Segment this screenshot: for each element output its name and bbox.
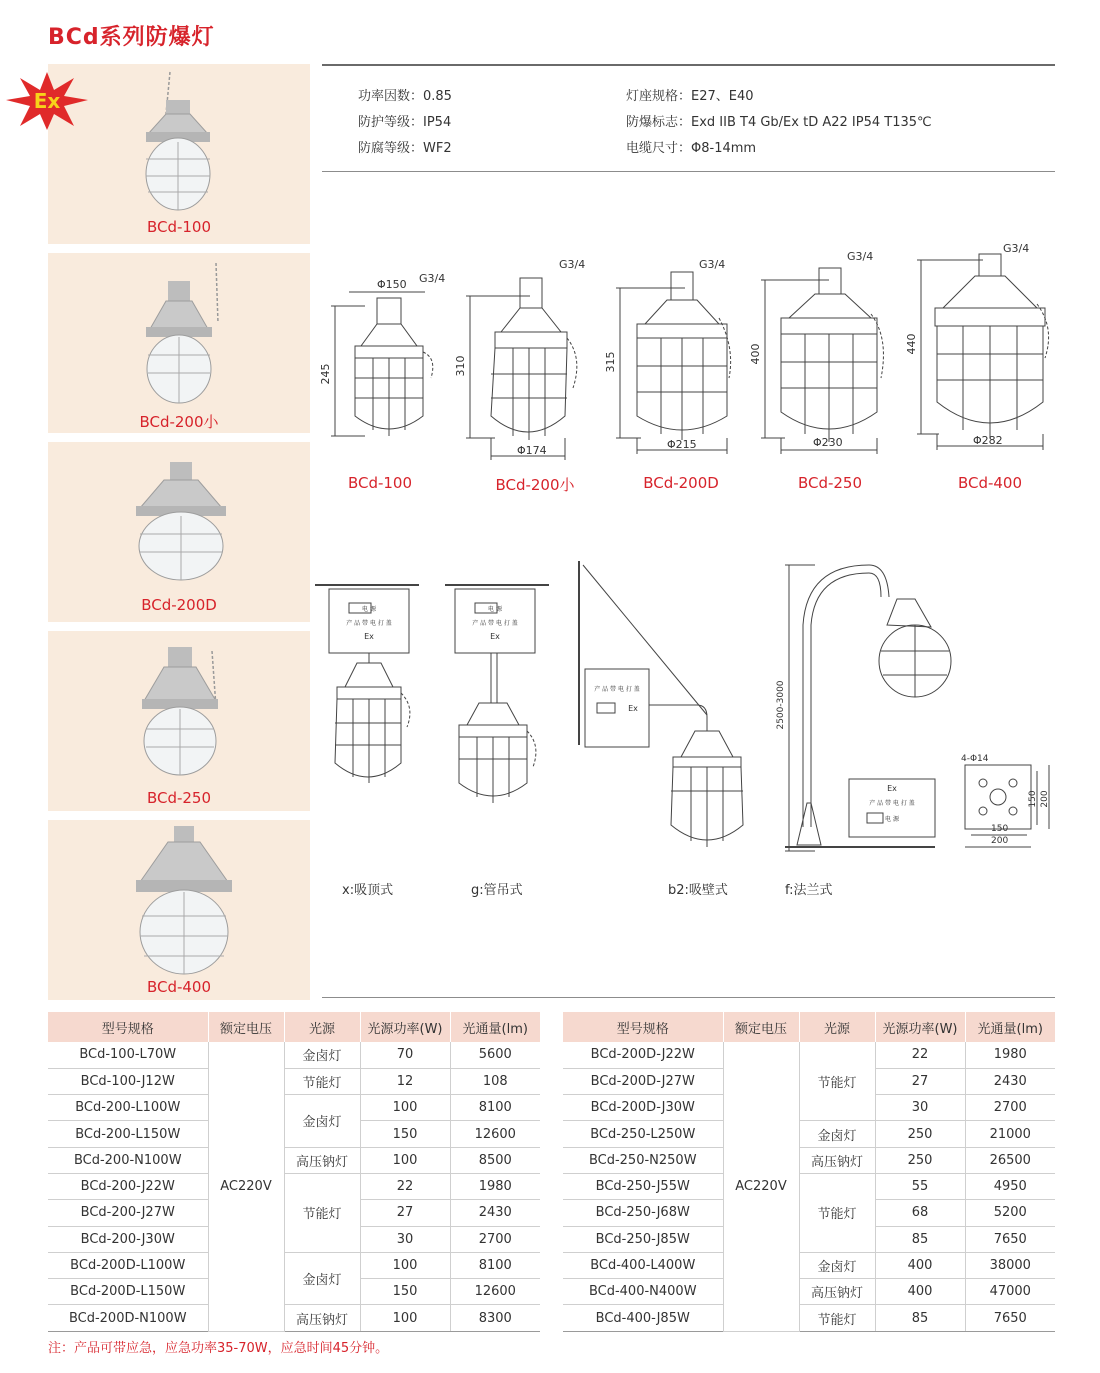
header-flux: 光通量(lm) [965, 1012, 1055, 1042]
product-photo-3 [48, 442, 310, 622]
dim-thread: G3/4 [1003, 242, 1030, 255]
photo-caption: BCd-100 [146, 218, 212, 236]
table-row [48, 1068, 540, 1094]
product-photo-4 [48, 631, 310, 811]
dim-thread: G3/4 [847, 250, 874, 263]
mount-caption: g:管吊式 [471, 883, 523, 898]
photo-caption: BCd-200小 [139, 413, 219, 431]
drawing-caption: BCd-400 [957, 474, 1023, 492]
model-cell: BCd-400-J85W [563, 1305, 723, 1331]
ex-star-icon [4, 70, 90, 132]
model-cell: BCd-250-J68W [563, 1200, 723, 1226]
model-cell: BCd-250-J55W [563, 1173, 723, 1199]
dim-bottom-dia: Φ174 [517, 444, 547, 457]
power-cell: 400 [875, 1279, 965, 1305]
power-cell: 70 [360, 1042, 450, 1068]
mounting-drawings [315, 555, 1060, 865]
model-cell: BCd-200D-J30W [563, 1095, 723, 1121]
power-cell: 68 [875, 1200, 965, 1226]
source-cell: 高压钠灯 [284, 1305, 360, 1331]
source-cell: 金卤灯 [284, 1042, 360, 1068]
power-cell: 150 [360, 1121, 450, 1147]
box-warning-label: 产 品 带 电 打 盖 [594, 686, 640, 693]
box-power-label: 电 源 [885, 816, 899, 823]
product-photo-5 [48, 820, 310, 1000]
lamp-photo-icon [48, 820, 310, 1000]
flux-cell: 12600 [450, 1279, 540, 1305]
flux-cell: 108 [450, 1068, 540, 1094]
source-cell: 高压钠灯 [284, 1147, 360, 1173]
flux-cell: 8300 [450, 1305, 540, 1331]
mount-wall [579, 561, 743, 847]
power-cell: 250 [875, 1121, 965, 1147]
header-flux: 光通量(lm) [450, 1012, 540, 1042]
drawing-caption: BCd-200小 [495, 476, 575, 494]
model-cell: BCd-200D-N100W [48, 1305, 208, 1331]
flux-cell: 26500 [965, 1147, 1055, 1173]
model-cell: BCd-200D-J22W [563, 1042, 723, 1068]
table-row [563, 1279, 1055, 1305]
dim-thread: G3/4 [419, 272, 446, 285]
table-row [563, 1305, 1055, 1331]
model-cell: BCd-200-J22W [48, 1173, 208, 1199]
mount-caption: x:吸顶式 [342, 883, 394, 898]
dim-top-dia: Φ150 [377, 278, 407, 291]
box-warning-label: 产 品 带 电 打 盖 [346, 620, 392, 627]
source-cell: 节能灯 [284, 1173, 360, 1252]
voltage-cell: AC220V [723, 1042, 799, 1331]
dim-bottom-dia: Φ282 [973, 434, 1003, 447]
power-cell: 27 [360, 1200, 450, 1226]
table-row [48, 1042, 540, 1068]
spec-socket: 灯座规格：E27、E40 [626, 89, 754, 104]
spec-table-right [563, 1012, 1055, 1332]
drawing-bcd-400 [917, 254, 1049, 450]
drawing-rule [322, 997, 1055, 998]
header-voltage: 额定电压 [208, 1012, 284, 1042]
footnote: 注：产品可带应急，应急功率35-70W，应急时间45分钟。 [48, 1341, 389, 1356]
flange-outer-label: 200 [991, 836, 1009, 846]
source-cell: 节能灯 [799, 1305, 875, 1331]
ex-badge-text: Ex [33, 89, 61, 113]
power-cell: 27 [875, 1068, 965, 1094]
table-header-row [48, 1012, 540, 1042]
flux-cell: 12600 [450, 1121, 540, 1147]
model-cell: BCd-200-L100W [48, 1095, 208, 1121]
flux-cell: 7650 [965, 1226, 1055, 1252]
photo-caption: BCd-200D [141, 596, 217, 614]
table-row [48, 1095, 540, 1121]
flux-cell: 8100 [450, 1252, 540, 1278]
spec-protection: 防护等级：IP54 [358, 115, 452, 130]
dim-height: 440 [905, 333, 918, 355]
source-cell: 高压钠灯 [799, 1279, 875, 1305]
mount-pendant [445, 585, 549, 803]
source-cell: 金卤灯 [799, 1252, 875, 1278]
model-cell: BCd-400-N400W [563, 1279, 723, 1305]
model-cell: BCd-200-J27W [48, 1200, 208, 1226]
power-cell: 400 [875, 1252, 965, 1278]
pole-height-label: 2500-3000 [776, 680, 786, 730]
header-model: 型号规格 [563, 1012, 723, 1042]
flux-cell: 2430 [450, 1200, 540, 1226]
lamp-photo-icon [48, 253, 310, 433]
flux-cell: 1980 [965, 1042, 1055, 1068]
model-cell: BCd-100-J12W [48, 1068, 208, 1094]
power-cell: 22 [875, 1042, 965, 1068]
box-warning-label: 产 品 带 电 打 盖 [472, 620, 518, 627]
power-cell: 22 [360, 1173, 450, 1199]
drawing-caption: BCd-250 [797, 474, 863, 492]
dim-thread: G3/4 [559, 258, 586, 271]
drawing-bcd-250 [761, 268, 883, 454]
photo-caption: BCd-400 [146, 978, 212, 996]
drawing-bcd-100 [331, 292, 433, 436]
dim-bottom-dia: Φ215 [667, 438, 697, 451]
power-cell: 150 [360, 1279, 450, 1305]
box-ex-label: Ex [364, 632, 374, 641]
model-cell: BCd-200D-L100W [48, 1252, 208, 1278]
source-cell: 金卤灯 [284, 1252, 360, 1305]
flux-cell: 4950 [965, 1173, 1055, 1199]
header-power: 光源功率(W) [360, 1012, 450, 1042]
header-power: 光源功率(W) [875, 1012, 965, 1042]
model-cell: BCd-250-N250W [563, 1147, 723, 1173]
box-power-label: 电 源 [362, 606, 376, 613]
power-cell: 250 [875, 1147, 965, 1173]
mount-flange [785, 565, 1049, 851]
header-source: 光源 [284, 1012, 360, 1042]
flux-cell: 21000 [965, 1121, 1055, 1147]
power-cell: 30 [875, 1095, 965, 1121]
page-title: BCd系列防爆灯 [48, 25, 215, 50]
flux-cell: 2700 [450, 1226, 540, 1252]
flange-holes-label: 4-Φ14 [961, 754, 989, 764]
spec-power-factor: 功率因数：0.85 [358, 89, 452, 104]
box-warning-label: 产 品 带 电 打 盖 [869, 800, 915, 807]
dim-height: 400 [749, 343, 762, 365]
model-cell: BCd-200-N100W [48, 1147, 208, 1173]
spec-cable: 电缆尺寸：Φ8-14mm [626, 141, 757, 156]
model-cell: BCd-200-L150W [48, 1121, 208, 1147]
model-cell: BCd-400-L400W [563, 1252, 723, 1278]
flux-cell: 1980 [450, 1173, 540, 1199]
table-row [48, 1147, 540, 1173]
flange-inner-label: 150 [1028, 790, 1038, 808]
flux-cell: 2430 [965, 1068, 1055, 1094]
source-cell: 金卤灯 [284, 1095, 360, 1148]
lamp-photo-icon [48, 442, 310, 622]
table-row [563, 1147, 1055, 1173]
drawing-caption: BCd-100 [347, 474, 413, 492]
drawing-bcd-200-small [466, 278, 577, 460]
model-cell: BCd-200D-L150W [48, 1279, 208, 1305]
flange-inner-label: 150 [991, 824, 1009, 834]
header-model: 型号规格 [48, 1012, 208, 1042]
flux-cell: 47000 [965, 1279, 1055, 1305]
power-cell: 100 [360, 1252, 450, 1278]
voltage-cell: AC220V [208, 1042, 284, 1331]
flux-cell: 8100 [450, 1095, 540, 1121]
photo-caption: BCd-250 [146, 789, 212, 807]
power-cell: 100 [360, 1305, 450, 1331]
dim-height: 310 [454, 355, 467, 377]
power-cell: 85 [875, 1226, 965, 1252]
drawing-bcd-200d [616, 272, 731, 454]
mount-ceiling [315, 585, 419, 783]
dim-bottom-dia: Φ230 [813, 436, 843, 449]
power-cell: 12 [360, 1068, 450, 1094]
source-cell: 金卤灯 [799, 1121, 875, 1147]
spec-rule [322, 171, 1055, 172]
dimension-drawings [315, 238, 1060, 468]
flux-cell: 38000 [965, 1252, 1055, 1278]
power-cell: 100 [360, 1095, 450, 1121]
model-cell: BCd-250-L250W [563, 1121, 723, 1147]
drawing-caption: BCd-200D [643, 474, 719, 492]
table-row [48, 1173, 540, 1199]
table-row [563, 1252, 1055, 1278]
top-rule [322, 64, 1055, 66]
header-voltage: 额定电压 [723, 1012, 799, 1042]
product-photo-2 [48, 253, 310, 433]
source-cell: 节能灯 [799, 1042, 875, 1121]
spec-explosion: 防爆标志：Exd IIB T4 Gb/Ex tD A22 IP54 T135℃ [626, 115, 932, 130]
flux-cell: 8500 [450, 1147, 540, 1173]
table-row [563, 1042, 1055, 1068]
flux-cell: 5200 [965, 1200, 1055, 1226]
box-ex-label: Ex [887, 784, 897, 793]
box-ex-label: Ex [628, 704, 638, 713]
flux-cell: 7650 [965, 1305, 1055, 1331]
mount-caption: f:法兰式 [785, 883, 833, 898]
lamp-photo-icon [48, 631, 310, 811]
flux-cell: 5600 [450, 1042, 540, 1068]
power-cell: 55 [875, 1173, 965, 1199]
flux-cell: 2700 [965, 1095, 1055, 1121]
mount-caption: b2:吸壁式 [668, 883, 728, 898]
table-row [48, 1305, 540, 1331]
table-row [563, 1121, 1055, 1147]
source-cell: 节能灯 [799, 1173, 875, 1252]
table-header-row [563, 1012, 1055, 1042]
box-power-label: 电 源 [488, 606, 502, 613]
power-cell: 85 [875, 1305, 965, 1331]
table-row [563, 1173, 1055, 1199]
spec-corrosion: 防腐等级：WF2 [358, 141, 452, 156]
power-cell: 100 [360, 1147, 450, 1173]
box-ex-label: Ex [490, 632, 500, 641]
dim-thread: G3/4 [699, 258, 726, 271]
dim-height: 315 [604, 351, 617, 373]
model-cell: BCd-100-L70W [48, 1042, 208, 1068]
power-cell: 30 [360, 1226, 450, 1252]
model-cell: BCd-250-J85W [563, 1226, 723, 1252]
model-cell: BCd-200-J30W [48, 1226, 208, 1252]
spec-table-left [48, 1012, 540, 1332]
table-row [48, 1252, 540, 1278]
source-cell: 高压钠灯 [799, 1147, 875, 1173]
source-cell: 节能灯 [284, 1068, 360, 1094]
model-cell: BCd-200D-J27W [563, 1068, 723, 1094]
flange-outer-label: 200 [1040, 790, 1050, 808]
header-source: 光源 [799, 1012, 875, 1042]
dim-height: 245 [319, 363, 332, 385]
